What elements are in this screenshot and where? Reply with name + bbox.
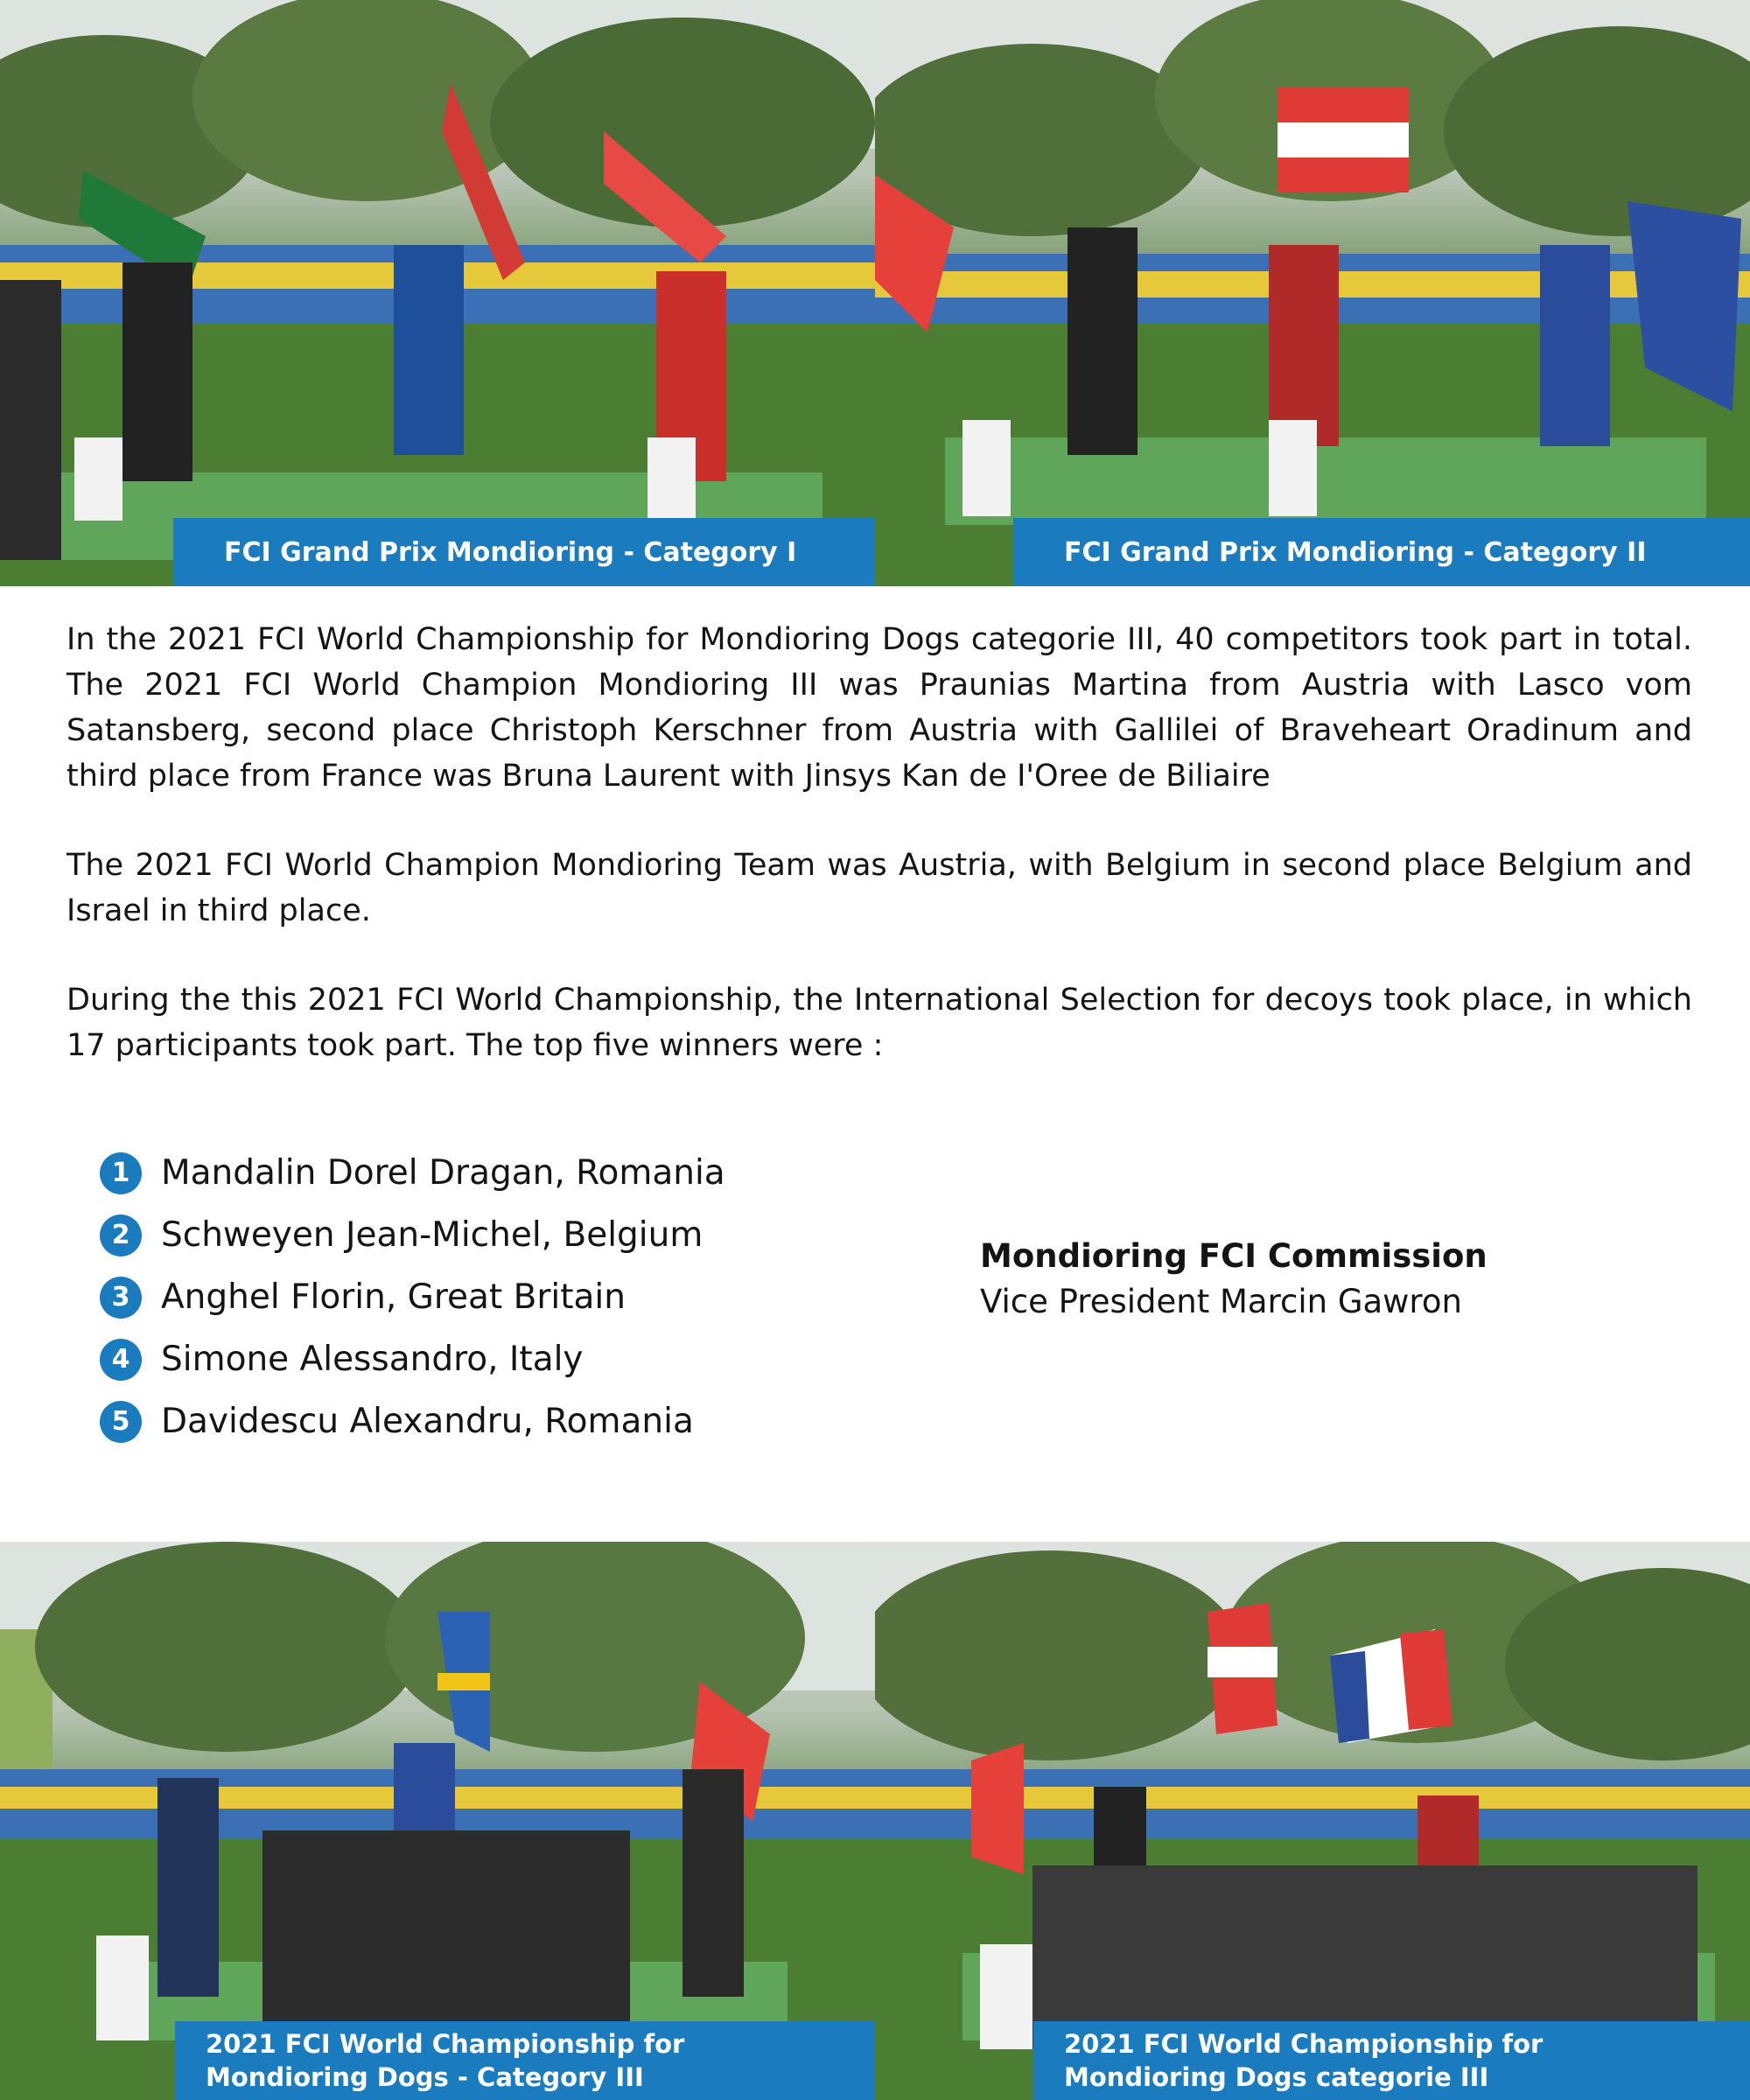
team-paragraph: The 2021 FCI World Champion Mondioring Team was Austria, with Belgium in second place Belgium and Israel in third place. xyxy=(66,848,1692,928)
caption-line-2: Mondioring Dogs categorie III xyxy=(1064,2062,1489,2092)
podium-scene-4 xyxy=(875,1542,1750,2100)
caption-text: FCI Grand Prix Mondioring - Category I xyxy=(224,536,797,568)
list-item xyxy=(100,1266,725,1328)
list-item xyxy=(100,1390,725,1452)
caption-text: FCI Grand Prix Mondioring - Category II xyxy=(1064,536,1647,568)
podium-scene-3 xyxy=(0,1542,875,2100)
list-item xyxy=(100,1142,725,1204)
caption-category-3 xyxy=(175,2021,875,2100)
caption-line-1: 2021 FCI World Championship for xyxy=(1064,2029,1544,2059)
list-item xyxy=(100,1328,725,1390)
signature-organization: Mondioring FCI Commission xyxy=(980,1237,1488,1275)
decoy-winners-list xyxy=(100,1142,725,1452)
intro-paragraph: In the 2021 FCI World Championship for Mondioring Dogs categorie III, 40 competitors took part in total. The 2021 FCI World Champion Mondioring III was Praunias Martina from Austria with Lasco vom Satansberg, second place Christoph Kerschner from Austria with Gallilei of Braveheart Oradinum and third place from France was Bruna Laurent with Jinsys Kan de I'Oree de Biliaire xyxy=(66,622,1692,794)
photo-categorie-3 xyxy=(875,1542,1750,2100)
caption-line-2: Mondioring Dogs - Category III xyxy=(206,2062,644,2092)
caption-categorie-3 xyxy=(1033,2021,1750,2100)
rank-badge: 4 xyxy=(100,1339,142,1381)
photo-category-3 xyxy=(0,1542,875,2100)
winner-name: Mandalin Dorel Dragan, Romania xyxy=(161,1153,725,1193)
rank-badge: 5 xyxy=(100,1401,142,1443)
winner-name: Schweyen Jean-Michel, Belgium xyxy=(161,1215,704,1255)
podium-scene-2 xyxy=(875,0,1750,586)
winner-name: Simone Alessandro, Italy xyxy=(161,1340,584,1379)
signature-role: Vice President Marcin Gawron xyxy=(980,1283,1462,1320)
caption-line-1: 2021 FCI World Championship for xyxy=(206,2029,685,2059)
photo-category-1 xyxy=(0,0,875,586)
winner-name: Davidescu Alexandru, Romania xyxy=(161,1402,694,1441)
podium-scene-1 xyxy=(0,0,875,586)
caption-category-2 xyxy=(1013,518,1750,586)
decoy-paragraph: During the this 2021 FCI World Championship, the International Selection for decoys took place, in which 17 participants took part. The top five winners were : xyxy=(66,983,1692,1063)
list-item xyxy=(100,1204,725,1266)
rank-badge: 2 xyxy=(100,1214,142,1256)
rank-badge: 1 xyxy=(100,1152,142,1194)
photo-category-2 xyxy=(875,0,1750,586)
caption-category-1 xyxy=(173,518,875,586)
rank-badge: 3 xyxy=(100,1277,142,1319)
signature-block xyxy=(980,1234,1488,1325)
winner-name: Anghel Florin, Great Britain xyxy=(161,1278,626,1317)
